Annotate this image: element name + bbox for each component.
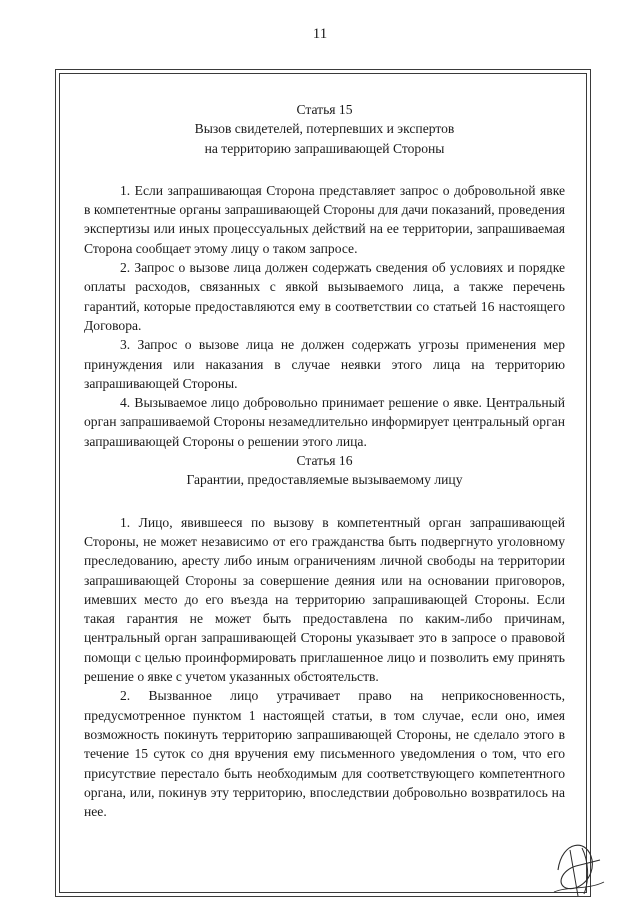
article-16-paragraph-2: 2. Вызванное лицо утрачивает право на неприкосновенность, предусмотренное пунктом 1 настоящей статьи, в том случае, если оно, имея возможность покинуть территорию запрашивающей Стороны, не сделало этого в течение 15 суток со дня вручения ему письменного уведомления о том, что его присутствие перестало быть необходимым для соответствующего компетентного органа, или, покинув эту территорию, впоследствии добровольно возвратилось на нее. [84,688,565,820]
article-15-heading [84,100,565,158]
document-body [84,100,565,821]
article-16-heading [84,451,565,490]
article-15-title-line1: Вызов свидетелей, потерпевших и экспертов [194,121,455,137]
page-number: 11 [312,26,328,42]
article-15-paragraph-2: 2. Запрос о вызове лица должен содержать сведения об условиях и порядке оплаты расходов, связанных с явкой вызываемого лица, а также перечень гарантий, которые предоставляются ему в соответствии со статьей 16 настоящего Договора. [84,260,565,333]
article-15-paragraph-3: 3. Запрос о вызове лица не должен содержать угрозы применения мер принуждения или наказания в случае неявки этого лица на территорию запрашивающей Стороны. [84,337,565,391]
article-16-title-line1: Гарантии, предоставляемые вызываемому лицу [186,472,463,488]
article-15-paragraph-4: 4. Вызываемое лицо добровольно принимает решение о явке. Центральный орган запрашиваемой Стороны незамедлительно информирует центральный орган запрашивающей Стороны о решении этого лица. [84,395,565,449]
article-15-number: Статья 15 [296,102,353,117]
article-15-title-line2: на территорию запрашивающей Стороны [204,140,445,156]
article-16-number: Статья 16 [296,453,353,469]
article-16-paragraph-1: 1. Лицо, явившееся по вызову в компетентный орган запрашивающей Стороны, не может независимо от его гражданства быть подвергнуто уголовному преследованию, аресту либо иным ограничениям личной свободы на территории запрашивающей Стороны за совершение деяния или на основании приговоров, имевших место до его въезда на территорию запрашивающей Стороны. Если такая гарантия не может быть предоставлена по каким-либо причинам, центральный орган запрашивающей Стороны указывает это в запросе о правовой помощи с целью проинформировать приглашенное лицо и позволить ему принять решение о явке с учетом указанных обстоятельств. [84,514,565,685]
handwritten-signature [548,830,608,900]
article-15-paragraph-1: 1. Если запрашивающая Сторона представляет запрос о добровольной явке в компетентные органы запрашивающей Стороны для дачи показаний, проведения экспертизы или иных процессуальных действий на ее территории, запрашиваемая Сторона сообщает этому лицу о таком запросе. [84,182,565,256]
